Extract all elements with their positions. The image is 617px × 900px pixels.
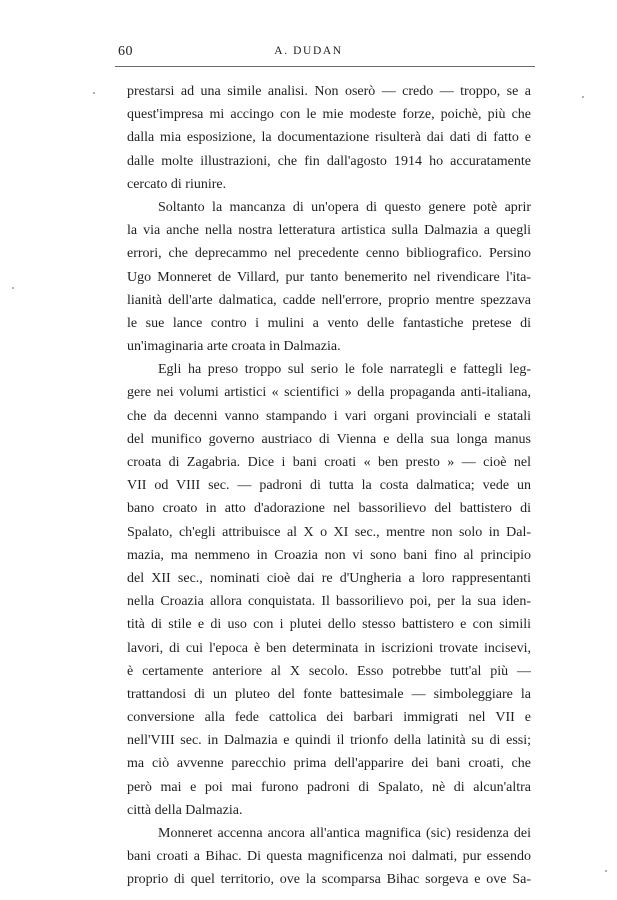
text-line: VII od VIII sec. — padroni di tutta la costa dalmatica; vede un — [127, 478, 531, 494]
text-line: tità di stile e di uso con i plutei dello stesso battistero e con simili — [127, 617, 531, 633]
text-line: è certamente anteriore al X secolo. Esso potrebbe tutt'al più — — [127, 663, 531, 679]
text-line: Monneret accenna ancora all'antica magnifica (sic) residenza dei — [158, 826, 531, 841]
text-line: conversione alla fede cattolica dei barbari immigrati nel VII e — [127, 710, 531, 726]
text-line: lavori, di cui l'epoca è ben determinata in iscrizioni trovate incisevi, — [127, 640, 531, 656]
text-line: croata di Zagabria. Dice i bani croati « ben presto » — cioè nel — [127, 455, 531, 470]
text-line: Ugo Monneret de Villard, pur tanto benemerito nel rivendicare l'ita- — [127, 269, 531, 285]
text-line: ma ciò avvenne parecchio prima dell'apparire dei bani croati, che — [127, 756, 531, 772]
paper-speck — [12, 287, 14, 289]
body-text — [127, 80, 531, 892]
text-line: Egli ha preso troppo sul serio le fole narrategli e fattegli leg- — [158, 362, 531, 378]
text-line: che da decenni vanno stampando i vari organi provinciali e statali — [127, 408, 531, 424]
text-line: città della Dalmazia. — [127, 802, 243, 818]
text-line: prestarsi ad una simile analisi. Non oserò — credo — troppo, se a — [127, 84, 531, 99]
text-line: lianità dell'arte dalmatica, cadde nell'errore, proprio mentre spezzava — [127, 292, 531, 308]
header-rule — [115, 66, 535, 67]
text-line: dalla mia esposizione, la documentazione risulterà dai dati di fatto e — [127, 130, 531, 146]
text-line: gere nei volumi artistici « scientifici » della propaganda anti-italiana, — [127, 385, 531, 401]
text-line: però mai e poi mai furono padroni di Spalato, nè di alcun'altra — [127, 779, 531, 795]
text-line: le sue lance contro i mulini a vento delle fantastiche pretese di — [127, 315, 531, 331]
text-line: proprio di quel territorio, ove la scomparsa Bihac sorgeva e ove Sa- — [127, 872, 531, 888]
text-line: dalle molte illustrazioni, che fin dall'agosto 1914 ho accuratamente — [127, 153, 531, 169]
text-line: Soltanto la mancanza di un'opera di questo genere potè aprir — [158, 199, 531, 215]
page-number: 60 — [118, 44, 133, 59]
text-line: trattandosi di un pluteo del fonte battesimale — simboleggiare la — [127, 686, 531, 702]
page-header — [0, 44, 617, 64]
text-line: del XII sec., nominati cioè dai re d'Ungheria a loro rappresentanti — [127, 570, 531, 586]
paper-speck — [582, 96, 584, 98]
paper-speck — [605, 870, 607, 872]
text-line: nell'VIII sec. in Dalmazia e quindi il trionfo della latinità su di essi; — [127, 733, 531, 749]
text-line: cercato di riunire. — [127, 176, 227, 192]
text-line: bani croati a Bihac. Di questa magnificenza noi dalmati, pur essendo — [127, 849, 531, 865]
text-line: nella Croazia allora conquistata. Il bassorilievo poi, per la sua iden- — [127, 594, 531, 610]
text-line: la via anche nella nostra letteratura artistica sulla Dalmazia a quegli — [127, 223, 531, 239]
text-line: un'imaginaria arte croata in Dalmazia. — [127, 339, 341, 355]
text-line: errori, che deprecammo nel precedente cenno bibliografico. Persino — [127, 246, 531, 262]
running-head: A. DUDAN — [274, 45, 343, 57]
paper-speck — [93, 92, 95, 94]
text-line: del munifico governo austriaco di Vienna e della sua longa manus — [127, 431, 531, 447]
text-line: Spalato, ch'egli attribuisce al X o XI sec., mentre non solo in Dal- — [127, 524, 531, 540]
text-line: bano croato in atto d'adorazione nel bassorilievo del battistero di — [127, 501, 531, 517]
text-line: mazia, ma nemmeno in Croazia non vi sono bani fino al principio — [127, 547, 531, 563]
text-line: quest'impresa mi accingo con le mie modeste forze, poichè, più che — [127, 107, 531, 123]
